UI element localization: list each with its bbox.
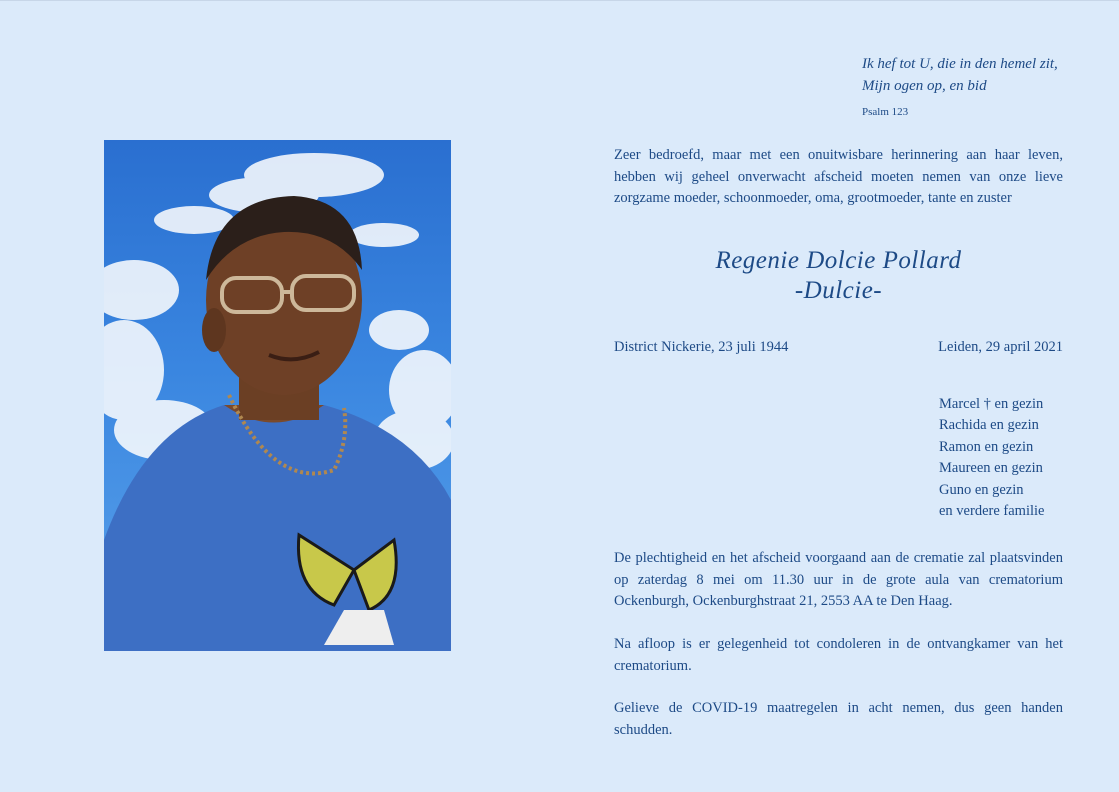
family-member: Rachida en gezin: [939, 417, 1039, 434]
quote-reference: Psalm 123: [862, 106, 909, 118]
deceased-name: Regenie Dolcie Pollard: [715, 247, 962, 274]
death-place-date: Leiden, 29 april 2021: [938, 339, 1063, 355]
top-border: [0, 0, 1119, 1]
family-member: Marcel † en gezin: [939, 396, 1044, 412]
quote-line-2: Mijn ogen op, en bid: [862, 78, 987, 94]
family-member: Ramon en gezin: [939, 438, 1034, 455]
deceased-nickname: -Dulcie-: [794, 277, 883, 304]
deceased-name-block: [614, 246, 1063, 306]
quote-line-1: Ik hef tot U, die in den hemel zit,: [862, 56, 1058, 72]
portrait-photo: [104, 140, 451, 651]
family-member: Maureen en gezin: [939, 460, 1043, 477]
family-list: [939, 394, 1044, 522]
condolence-paragraph: Na afloop is er gelegenheid tot condoleren in de ontvangkamer van het crematorium.: [614, 636, 1063, 674]
ceremony-paragraph: De plechtigheid en het afscheid voorgaand aan de crematie zal plaatsvinden op zaterdag 8 mei om 11.30 uur in de grote aula van crematorium Ockenburgh, Ockenburghstraat 21, 2553 AA te Den Haag.: [614, 550, 1063, 609]
covid-paragraph: Gelieve de COVID-19 maatregelen in acht nemen, dus geen handen schudden.: [614, 700, 1063, 738]
family-member: en verdere familie: [939, 503, 1045, 520]
psalm-quote: [862, 53, 1082, 97]
family-member: Guno en gezin: [939, 481, 1024, 498]
intro-text: Zeer bedroefd, maar met een onuitwisbare herinnering aan haar leven, hebben wij geheel onverwacht afscheid moeten nemen van onze lieve zorgzame moeder, schoonmoeder, oma, grootmoeder, tante en zuster: [614, 147, 1063, 206]
birth-place-date: District Nickerie, 23 juli 1944: [614, 339, 789, 355]
